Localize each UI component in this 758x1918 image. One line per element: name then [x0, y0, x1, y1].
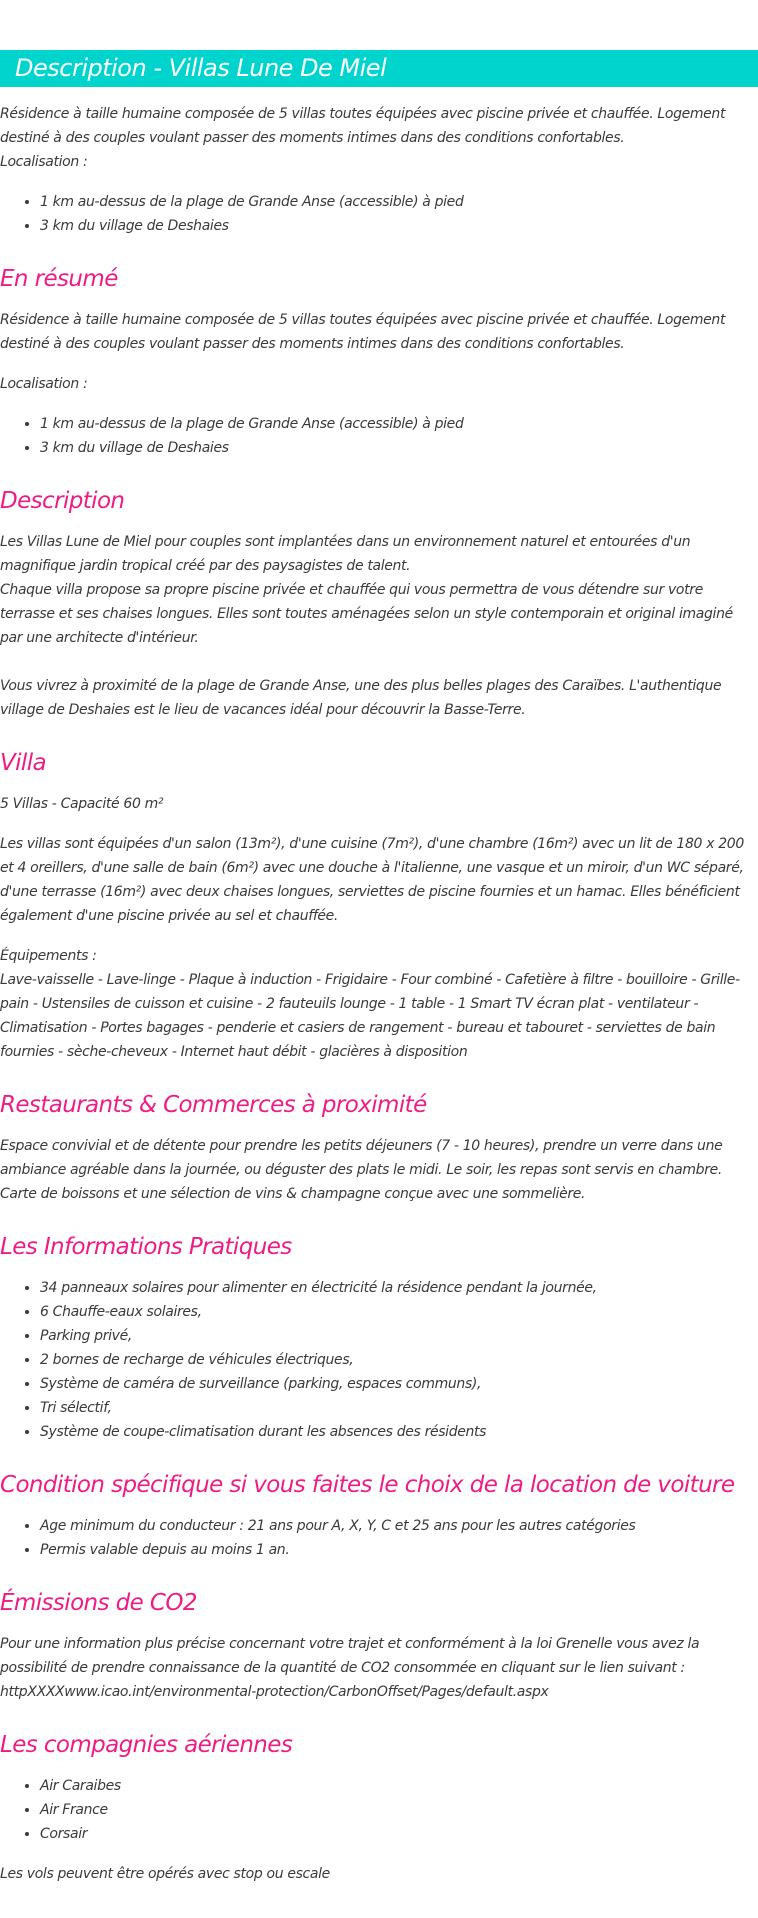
resume-section [0, 262, 758, 460]
list-item: • Système de caméra de surveillance (parking, espaces communs), [40, 1372, 758, 1396]
condition-section [0, 1468, 758, 1562]
villa-heading: Villa [0, 750, 46, 776]
intro-section [0, 102, 758, 238]
villa-text: Les villas sont équipées d'un salon (13m²), d'une cuisine (7m²), d'une chambre (16m²) avec un lit de 180 x 200 et 4 oreillers, d'une salle de bain (6m²) avec une douche à l'italienne, une vasque et un miroir, d'un WC séparé, d'une terrasse (16m²) avec deux chaises longues, serviettes de piscine fournies et un hamac. Elles bénéficient également d'une piscine privée au sel et chauffée. [0, 836, 744, 924]
list-item: • 1 km au-dessus de la plage de Grande Anse (accessible) à pied [40, 412, 758, 436]
list-item: • 2 bornes de recharge de véhicules électriques, [40, 1348, 758, 1372]
description-paragraph-1: Les Villas Lune de Miel pour couples sont implantées dans un environnement naturel et entourées d'un magnifique jardin tropical créé par des paysagistes de talent. [0, 534, 691, 574]
co2-section [0, 1586, 758, 1704]
list-item: • Air France [40, 1798, 758, 1822]
description-heading: Description [0, 488, 125, 514]
list-item: • 3 km du village de Deshaies [40, 214, 758, 238]
description-section [0, 484, 758, 722]
intro-localisation-label: Localisation : [0, 154, 88, 170]
resume-heading: En résumé [0, 266, 118, 292]
co2-link[interactable]: httpXXXXwww.icao.int/environmental-protection/CarbonOffset/Pages/default.aspx [0, 1684, 549, 1700]
description-paragraph-2: Chaque villa propose sa propre piscine privée et chauffée qui vous permettra de vous détendre sur votre terrasse et ses chaises longues. Elles sont toutes aménagées selon un style contemporain et original imaginé par une architecte d'intérieur. [0, 582, 733, 646]
description-paragraph-3: Vous vivrez à proximité de la plage de Grande Anse, une des plus belles plages des Caraïbes. L'authentique village de Deshaies est le lieu de vacances idéal pour découvrir la Basse-Terre. [0, 678, 722, 718]
airlines-heading: Les compagnies aériennes [0, 1732, 293, 1758]
list-item: • Permis valable depuis au moins 1 an. [40, 1538, 758, 1562]
resume-localisation-label: Localisation : [0, 376, 88, 392]
villa-capacity: 5 Villas - Capacité 60 m² [0, 796, 164, 812]
list-item: • 6 Chauffe-eaux solaires, [40, 1300, 758, 1324]
resume-location-list [0, 412, 758, 460]
co2-text: Pour une information plus précise concernant votre trajet et conformément à la loi Grenelle vous avez la possibilité de prendre connaissance de la quantité de CO2 consommée en cliquant sur le lien suivant : [0, 1636, 700, 1676]
list-item: • Tri sélectif, [40, 1396, 758, 1420]
list-item: • 3 km du village de Deshaies [40, 436, 758, 460]
intro-text: Résidence à taille humaine composée de 5 villas toutes équipées avec piscine privée et chauffée. Logement destiné à des couples voulant passer des moments intimes dans des conditions confortables. [0, 106, 726, 146]
co2-heading: Émissions de CO2 [0, 1590, 197, 1616]
page-title: Description - Villas Lune De Miel [15, 54, 387, 82]
restaurants-section [0, 1088, 758, 1206]
list-item: • Age minimum du conducteur : 21 ans pour A, X, Y, C et 25 ans pour les autres catégories [40, 1514, 758, 1538]
airlines-section [0, 1728, 758, 1886]
list-item: • Corsair [40, 1822, 758, 1846]
page-title-banner [0, 50, 758, 87]
equipment-text: Lave-vaisselle - Lave-linge - Plaque à induction - Frigidaire - Four combiné - Cafetière à filtre - bouilloire - Grille-pain - Ustensiles de cuisson et cuisine - 2 fauteuils lounge - 1 table - 1 Smart TV écran plat - ventilateur - Climatisation - Portes bagages - penderie et casiers de rangement - bureau et tabouret - serviettes de bain fournies - sèche-cheveux - Internet haut débit - glacières à disposition [0, 972, 740, 1060]
intro-location-list [0, 190, 758, 238]
infos-section [0, 1230, 758, 1444]
restaurants-heading: Restaurants & Commerces à proximité [0, 1092, 427, 1118]
condition-heading: Condition spécifique si vous faites le choix de la location de voiture [0, 1472, 735, 1498]
resume-text: Résidence à taille humaine composée de 5 villas toutes équipées avec piscine privée et chauffée. Logement destiné à des couples voulant passer des moments intimes dans des conditions confortables. [0, 312, 726, 352]
airlines-list [0, 1774, 758, 1846]
infos-list [0, 1276, 758, 1444]
list-item: • 34 panneaux solaires pour alimenter en électricité la résidence pendant la journée, [40, 1276, 758, 1300]
paragraph-spacer [0, 650, 758, 674]
villa-section [0, 746, 758, 1064]
condition-list [0, 1514, 758, 1562]
content [0, 102, 758, 1902]
list-item: • Air Caraibes [40, 1774, 758, 1798]
restaurants-paragraph-2: Carte de boissons et une sélection de vins & champagne conçue avec une sommelière. [0, 1186, 586, 1202]
list-item: • 1 km au-dessus de la plage de Grande Anse (accessible) à pied [40, 190, 758, 214]
list-item: • Système de coupe-climatisation durant les absences des résidents [40, 1420, 758, 1444]
restaurants-paragraph-1: Espace convivial et de détente pour prendre les petits déjeuners (7 - 10 heures), prendre un verre dans une ambiance agréable dans la journée, ou déguster des plats le midi. Le soir, les repas sont servis en chambre. [0, 1138, 723, 1178]
equipment-label: Équipements : [0, 948, 97, 964]
infos-heading: Les Informations Pratiques [0, 1234, 292, 1260]
airlines-note: Les vols peuvent être opérés avec stop ou escale [0, 1866, 330, 1882]
list-item: • Parking privé, [40, 1324, 758, 1348]
